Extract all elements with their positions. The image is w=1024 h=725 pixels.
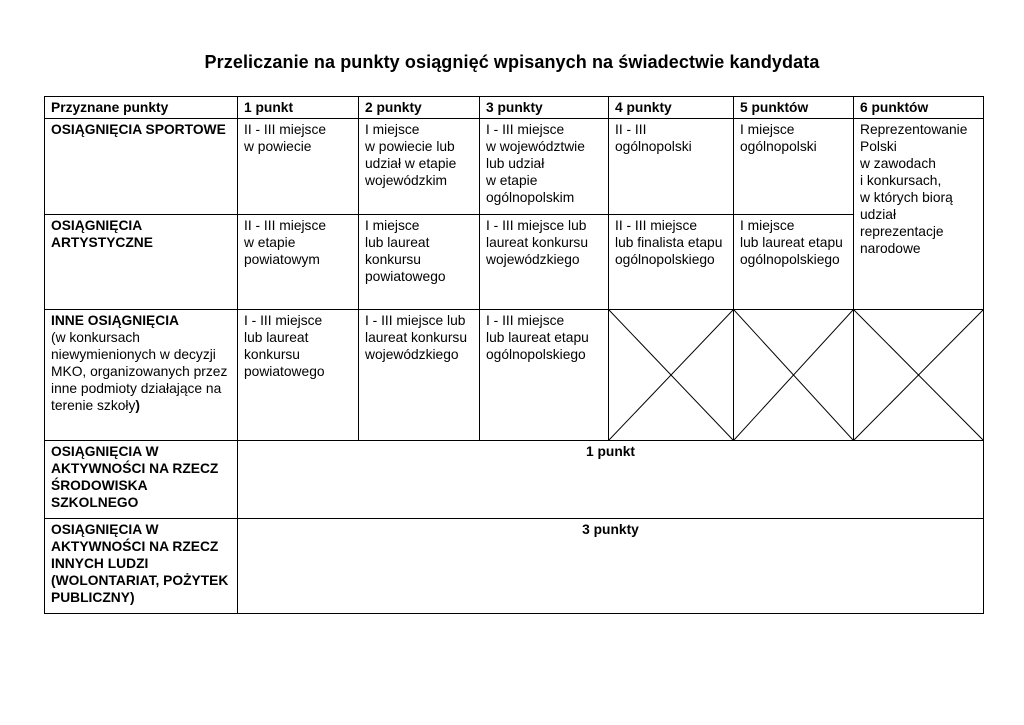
points-table [44, 96, 984, 614]
header-2-punkty: 2 punkty [359, 97, 480, 119]
header-row [45, 97, 984, 119]
school-points-value: 1 punkt [238, 441, 984, 519]
row-title-volunteer: OSIĄGNIĘCIA W AKTYWNOŚCI NA RZECZ INNYCH LUDZI (WOLONTARIAT, POŻYTEK PUBLICZNY) [45, 519, 238, 614]
page-title: Przeliczanie na punkty osiągnięć wpisanych na świadectwie kandydata [204, 52, 820, 72]
header-3-punkty: 3 punkty [480, 97, 609, 119]
header-6-punktow: 6 punktów [854, 97, 984, 119]
other-cell-2: I - III miejsce lub laureat konkursu wojewódzkiego [359, 310, 480, 441]
art-cell-5: I miejsce lub laureat etapu ogólnopolskiego [734, 215, 854, 310]
crossed-out-cell-5 [734, 310, 854, 441]
header-4-punkty: 4 punkty [609, 97, 734, 119]
row-volunteer [45, 519, 984, 614]
six-points-representation-cell: Reprezentowanie Polski w zawodach i konkursach, w których biorą udział reprezentacje narodowe [854, 119, 984, 310]
header-1-punkt: 1 punkt [238, 97, 359, 119]
cross-mark-icon [609, 310, 733, 440]
row-title-sport: OSIĄGNIĘCIA SPORTOWE [45, 119, 238, 215]
sport-cell-4: II - III ogólnopolski [609, 119, 734, 215]
row-title-other-heading: INNE OSIĄGNIĘCIA [51, 313, 180, 328]
other-cell-3: I - III miejsce lub laureat etapu ogólnopolskiego [480, 310, 609, 441]
art-cell-1: II - III miejsce w etapie powiatowym [238, 215, 359, 310]
art-cell-2: I miejsce lub laureat konkursu powiatowego [359, 215, 480, 310]
row-other [45, 310, 984, 441]
sport-cell-5: I miejsce ogólnopolski [734, 119, 854, 215]
row-title-other-closing: ) [135, 398, 140, 413]
art-cell-3: I - III miejsce lub laureat konkursu wojewódzkiego [480, 215, 609, 310]
other-cell-1: I - III miejsce lub laureat konkursu powiatowego [238, 310, 359, 441]
header-label: Przyznane punkty [45, 97, 238, 119]
row-sport [45, 119, 984, 215]
cross-mark-icon [734, 310, 853, 440]
art-cell-4: II - III miejsce lub finalista etapu ogólnopolskiego [609, 215, 734, 310]
volunteer-points-value: 3 punkty [238, 519, 984, 614]
sport-cell-3: I - III miejsce w województwie lub udział w etapie ogólnopolskim [480, 119, 609, 215]
header-5-punktow: 5 punktów [734, 97, 854, 119]
row-art [45, 215, 984, 310]
crossed-out-cell-4 [609, 310, 734, 441]
sport-cell-2: I miejsce w powiecie lub udział w etapie wojewódzkim [359, 119, 480, 215]
row-school [45, 441, 984, 519]
row-title-school: OSIĄGNIĘCIA W AKTYWNOŚCI NA RZECZ ŚRODOWISKA SZKOLNEGO [45, 441, 238, 519]
sport-cell-1: II - III miejsce w powiecie [238, 119, 359, 215]
cross-mark-icon [854, 310, 983, 440]
row-title-other [45, 310, 238, 441]
crossed-out-cell-6 [854, 310, 984, 441]
row-title-other-subtitle: (w konkursach niewymienionych w decyzji MKO, organizowanych przez inne podmioty działające na terenie szkoły [51, 330, 228, 413]
row-title-art: OSIĄGNIĘCIA ARTYSTYCZNE [45, 215, 238, 310]
